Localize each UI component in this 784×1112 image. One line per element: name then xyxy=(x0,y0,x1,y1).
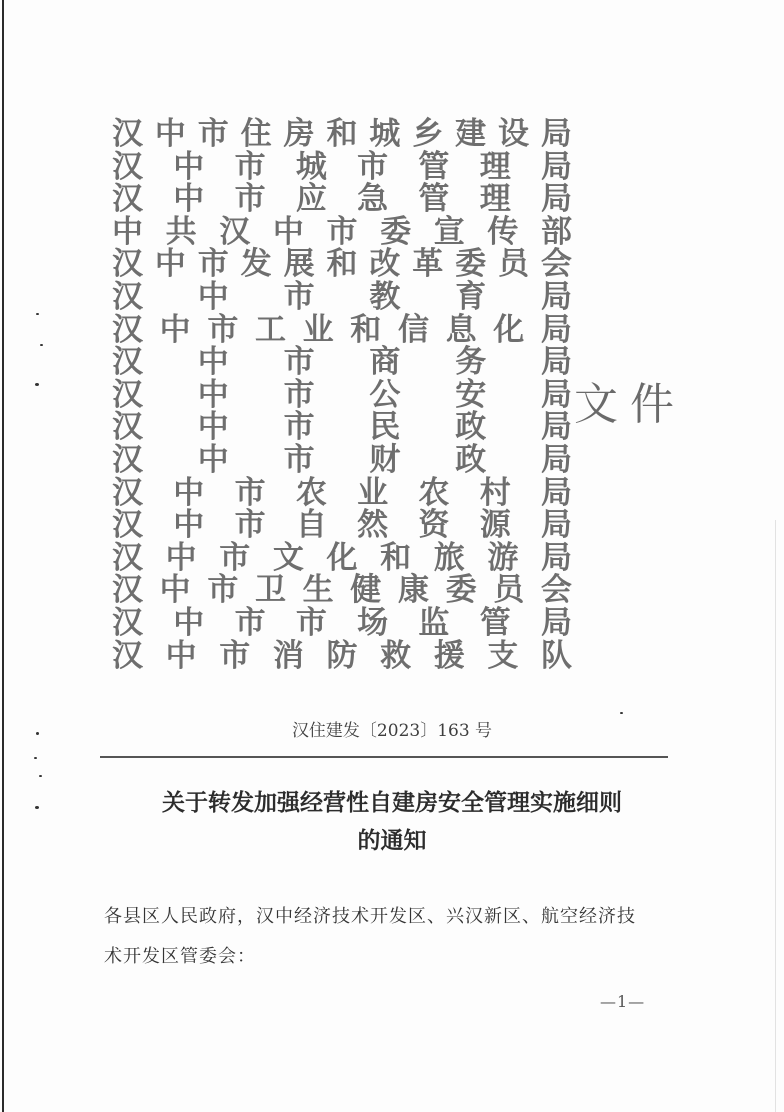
salutation xyxy=(104,897,684,977)
document-title xyxy=(0,784,784,860)
issuer-char: 场 xyxy=(357,605,389,641)
issuer-char: 改 xyxy=(369,246,401,283)
issuer-char: 市 xyxy=(357,148,389,185)
issuer-char: 局 xyxy=(540,605,572,641)
issuer-char: 监 xyxy=(418,605,450,641)
issuer-char: 局 xyxy=(541,539,572,576)
issuer-char: 局 xyxy=(540,507,572,544)
issuer-char: 支 xyxy=(487,637,519,674)
issuer-char: 委 xyxy=(455,246,487,283)
issuer-char: 和 xyxy=(326,246,358,283)
scan-speck xyxy=(39,775,42,777)
issuer-char: 市 xyxy=(219,637,251,674)
issuer-char: 市 xyxy=(283,279,315,315)
issuer-char: 政 xyxy=(455,409,487,446)
issuer-char: 汉 xyxy=(112,311,143,348)
issuer-char: 队 xyxy=(541,637,572,674)
issuer-char: 委 xyxy=(445,572,477,609)
issuer-char: 汉 xyxy=(112,539,143,576)
issuer-char: 汉 xyxy=(112,507,143,544)
issuer-line xyxy=(112,474,572,511)
issuer-char: 中 xyxy=(159,572,191,609)
issuer-char: 自 xyxy=(295,507,327,544)
issuer-char: 中 xyxy=(165,637,197,674)
issuer-char: 中 xyxy=(173,507,205,544)
issuer-char: 汉 xyxy=(112,637,143,674)
issuer-char: 工 xyxy=(254,311,286,348)
issuer-char: 会 xyxy=(540,246,572,283)
issuer-char: 汉 xyxy=(112,376,143,413)
issuer-char: 局 xyxy=(540,409,572,446)
issuer-char: 理 xyxy=(479,181,511,218)
issuer-char: 卫 xyxy=(254,572,286,609)
issuer-line xyxy=(112,148,572,185)
issuer-char: 中 xyxy=(197,279,229,315)
issuer-char: 政 xyxy=(455,442,487,478)
issuer-char: 育 xyxy=(455,279,487,315)
issuer-char: 市 xyxy=(234,507,266,544)
issuer-char: 汉 xyxy=(112,409,143,446)
issuer-char: 康 xyxy=(397,572,429,609)
issuer-char: 中 xyxy=(112,213,143,250)
issuer-char: 局 xyxy=(540,148,572,185)
issuer-char: 中 xyxy=(165,539,197,576)
issuer-char: 援 xyxy=(433,637,465,674)
issuer-char: 部 xyxy=(541,213,572,250)
issuer-char: 局 xyxy=(540,344,572,381)
issuer-char: 共 xyxy=(165,213,197,250)
issuer-char: 市 xyxy=(234,148,266,185)
issuer-line xyxy=(112,118,572,151)
issuer-char: 防 xyxy=(326,637,358,674)
issuer-char: 房 xyxy=(283,116,315,152)
title-line-1: 关于转发加强经营性自建房安全管理实施细则 xyxy=(162,789,622,816)
issuer-char: 市 xyxy=(207,311,239,348)
scan-speck xyxy=(35,383,39,386)
issuer-char: 汉 xyxy=(112,442,143,478)
issuer-char: 汉 xyxy=(112,474,143,511)
issuer-char: 村 xyxy=(479,474,511,511)
issuer-char: 汉 xyxy=(112,116,143,152)
scan-speck xyxy=(34,757,37,759)
issuer-char: 农 xyxy=(295,474,327,511)
issuer-char: 城 xyxy=(295,148,327,185)
issuer-char: 汉 xyxy=(112,246,143,283)
issuer-char: 信 xyxy=(397,311,429,348)
issuer-char: 局 xyxy=(540,376,572,413)
issuer-line xyxy=(112,444,572,477)
issuer-char: 会 xyxy=(540,572,572,609)
issuer-char: 源 xyxy=(479,507,511,544)
issuer-char: 救 xyxy=(380,637,412,674)
issuer-char: 市 xyxy=(234,181,266,218)
issuer-line xyxy=(112,376,572,413)
scan-speck xyxy=(36,313,39,315)
issuer-char: 财 xyxy=(369,442,401,478)
issuer-char: 乡 xyxy=(412,116,444,152)
issuer-char: 中 xyxy=(173,181,205,218)
issuer-char: 资 xyxy=(418,507,450,544)
issuer-char: 市 xyxy=(283,409,315,446)
issuer-char: 公 xyxy=(369,376,401,413)
issuer-char: 商 xyxy=(369,344,401,381)
issuer-char: 员 xyxy=(498,246,530,283)
issuer-char: 城 xyxy=(369,116,401,152)
issuer-char: 中 xyxy=(197,344,229,381)
issuer-char: 中 xyxy=(159,311,191,348)
issuer-char: 急 xyxy=(357,181,389,218)
issuer-char: 中 xyxy=(197,376,229,413)
scan-speck xyxy=(40,344,43,346)
issuer-line xyxy=(112,539,572,576)
issuer-char: 教 xyxy=(369,279,401,315)
issuer-char: 中 xyxy=(173,605,205,641)
issuer-char: 市 xyxy=(234,605,266,641)
issuer-char: 文 xyxy=(272,539,304,576)
issuer-line xyxy=(112,311,572,348)
scan-edge-left xyxy=(2,0,4,1112)
issuer-line xyxy=(112,574,572,607)
issuer-char: 局 xyxy=(540,181,572,218)
salutation-line-1: 各县区人民政府，汉中经济技术开发区、兴汉新区、航空经济技 xyxy=(104,906,636,927)
issuer-char: 市 xyxy=(219,539,251,576)
divider-rule xyxy=(100,756,668,758)
issuer-char: 局 xyxy=(540,311,572,348)
issuer-line xyxy=(112,213,572,250)
issuer-char: 汉 xyxy=(219,213,251,250)
issuer-char: 管 xyxy=(479,605,511,641)
issuer-char: 市 xyxy=(295,605,327,641)
issuer-char: 安 xyxy=(455,376,487,413)
issuer-char: 应 xyxy=(295,181,327,218)
issuer-char: 委 xyxy=(380,213,412,250)
issuer-char: 汉 xyxy=(112,181,143,218)
issuer-char: 市 xyxy=(197,246,229,283)
issuer-char: 汉 xyxy=(112,572,143,609)
issuer-char: 设 xyxy=(498,116,530,152)
issuer-char: 建 xyxy=(455,116,487,152)
issuer-char: 宣 xyxy=(433,213,465,250)
issuer-char: 汉 xyxy=(112,279,143,315)
issuer-char: 局 xyxy=(540,442,572,478)
issuer-char: 化 xyxy=(326,539,358,576)
issuer-char: 中 xyxy=(173,148,205,185)
issuer-line xyxy=(112,509,572,542)
issuer-char: 消 xyxy=(272,637,304,674)
document-number: 汉住建发〔2023〕163 号 xyxy=(291,721,493,741)
issuer-char: 中 xyxy=(197,442,229,478)
issuer-line xyxy=(112,637,572,674)
issuer-char: 健 xyxy=(350,572,382,609)
issuer-char: 汉 xyxy=(112,605,143,641)
issuer-char: 市 xyxy=(197,116,229,152)
issuer-char: 中 xyxy=(154,116,186,152)
issuer-char: 生 xyxy=(302,572,334,609)
issuer-char: 农 xyxy=(418,474,450,511)
issuer-line xyxy=(112,248,572,281)
issuer-char: 管 xyxy=(418,148,450,185)
page-number: —1— xyxy=(600,992,646,1011)
issuer-char: 业 xyxy=(302,311,334,348)
issuer-char: 市 xyxy=(283,442,315,478)
issuer-char: 局 xyxy=(540,279,572,315)
issuer-char: 革 xyxy=(412,246,444,283)
issuer-char: 市 xyxy=(283,344,315,381)
issuer-char: 中 xyxy=(197,409,229,446)
document-word: 文件 xyxy=(574,379,686,430)
issuer-char: 游 xyxy=(487,539,519,576)
issuer-char: 传 xyxy=(487,213,519,250)
issuer-char: 管 xyxy=(418,181,450,218)
issuer-line xyxy=(112,607,572,640)
issuer-char: 和 xyxy=(380,539,412,576)
issuer-char: 住 xyxy=(240,116,272,152)
scan-speck xyxy=(620,712,623,714)
issuer-char: 市 xyxy=(234,474,266,511)
issuer-char: 然 xyxy=(357,507,389,544)
title-line-2: 的通知 xyxy=(357,827,427,854)
issuer-char: 局 xyxy=(540,116,572,152)
issuer-char: 和 xyxy=(326,116,358,152)
issuer-char: 民 xyxy=(369,409,401,446)
issuer-char: 中 xyxy=(272,213,304,250)
issuer-char: 息 xyxy=(445,311,477,348)
issuer-char: 中 xyxy=(154,246,186,283)
issuer-char: 市 xyxy=(207,572,239,609)
issuer-char: 业 xyxy=(357,474,389,511)
issuer-char: 市 xyxy=(283,376,315,413)
issuer-char: 务 xyxy=(455,344,487,381)
salutation-line-2: 术开发区管委会： xyxy=(104,946,256,967)
issuer-char: 化 xyxy=(493,311,525,348)
issuer-char: 理 xyxy=(479,148,511,185)
issuer-char: 汉 xyxy=(112,148,143,185)
issuer-char: 旅 xyxy=(433,539,465,576)
issuer-line xyxy=(112,411,572,444)
issuer-line xyxy=(112,346,572,379)
issuer-line xyxy=(112,281,572,314)
issuer-line xyxy=(112,183,572,216)
issuer-char: 展 xyxy=(283,246,315,283)
issuing-authorities xyxy=(112,118,572,678)
issuer-char: 汉 xyxy=(112,344,143,381)
issuer-char: 和 xyxy=(350,311,382,348)
issuer-char: 市 xyxy=(326,213,358,250)
issuer-char: 员 xyxy=(493,572,525,609)
issuer-char: 中 xyxy=(173,474,205,511)
issuer-char: 发 xyxy=(240,246,272,283)
issuer-char: 局 xyxy=(540,474,572,511)
